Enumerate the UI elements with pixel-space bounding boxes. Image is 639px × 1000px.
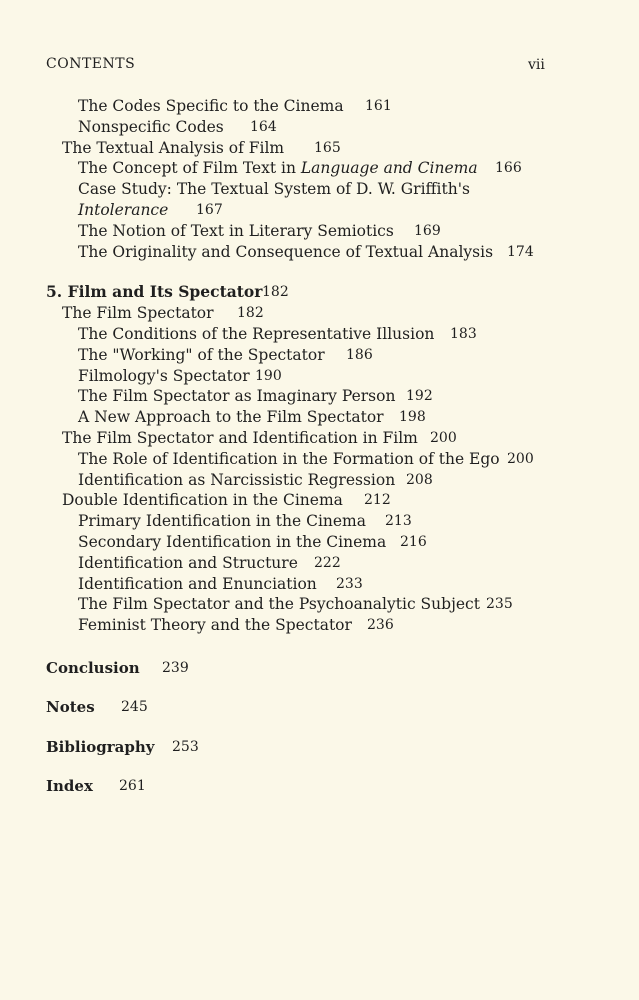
toc-entry-title: The Conditions of the Representative Illusion — [78, 324, 435, 343]
toc-entry[interactable] — [0, 470, 639, 491]
toc-entry-page: 164 — [250, 118, 277, 135]
toc-major-entry[interactable] — [0, 737, 639, 777]
toc-entry-page: 200 — [507, 450, 534, 467]
toc-major-page: 253 — [172, 738, 199, 755]
toc-entry-title: The Role of Identification in the Formation of the Ego — [78, 449, 500, 468]
toc-entry[interactable] — [0, 366, 639, 387]
toc-major-title: Index — [46, 777, 93, 796]
toc-entry-title: The Film Spectator and the Psychoanalytic Subject — [78, 595, 480, 614]
toc-entry-page: 208 — [406, 471, 433, 488]
toc-entry-page: 182 — [237, 305, 264, 322]
toc-entry-title: Nonspecific Codes — [78, 117, 224, 136]
toc-entry-title-italic: Intolerance — [78, 200, 169, 219]
toc-entry-title: Filmology's Spectator — [78, 366, 250, 385]
toc-entry-title: Identification and Enunciation — [78, 574, 317, 593]
toc-entry-page: 192 — [406, 388, 433, 405]
toc-entry-page: 200 — [430, 429, 457, 446]
toc-entry[interactable] — [0, 574, 639, 595]
toc-entry-title: Identification and Structure — [78, 553, 298, 572]
toc-entry-title: Secondary Identification in the Cinema — [78, 532, 387, 551]
toc-major-entry[interactable] — [0, 697, 639, 737]
toc-entry[interactable] — [0, 532, 639, 553]
toc-entry[interactable] — [0, 242, 639, 263]
toc-major-entry[interactable] — [0, 658, 639, 698]
toc-entry-title: The Film Spectator as Imaginary Person — [78, 387, 396, 406]
toc-entry-page: 222 — [314, 554, 341, 571]
toc-entry[interactable] — [0, 615, 639, 636]
toc-entry-title — [78, 158, 478, 179]
toc-entry[interactable] — [0, 303, 639, 324]
toc-entry-page: 161 — [365, 98, 392, 114]
toc-entry[interactable] — [0, 158, 639, 179]
table-of-contents — [0, 96, 639, 816]
toc-entry-title: Identification as Narcissistic Regression — [78, 470, 396, 489]
toc-entry-page: 167 — [196, 201, 223, 218]
toc-entry-page: 216 — [400, 533, 427, 550]
running-header-title: CONTENTS — [46, 56, 136, 72]
toc-entry[interactable] — [0, 221, 639, 242]
toc-entry[interactable] — [0, 511, 639, 532]
toc-entry-title: A New Approach to the Film Spectator — [78, 408, 384, 427]
toc-entry-page: 183 — [450, 325, 477, 342]
toc-entry[interactable] — [0, 386, 639, 407]
toc-entry[interactable] — [0, 553, 639, 574]
toc-entry[interactable] — [0, 449, 639, 470]
toc-entry-page: 213 — [385, 513, 412, 530]
toc-major-entry[interactable] — [0, 776, 639, 816]
toc-major-title: Bibliography — [46, 737, 155, 756]
toc-major-title: Conclusion — [46, 658, 140, 677]
toc-entry[interactable] — [0, 324, 639, 345]
toc-entry[interactable] — [0, 179, 639, 200]
toc-entry-page: 236 — [367, 617, 394, 634]
toc-entry-title: Primary Identification in the Cinema — [78, 512, 366, 531]
toc-entry-title-roman: The Concept of Film Text in — [78, 159, 301, 178]
toc-entry-title: The Film Spectator and Identification in Film — [62, 428, 418, 447]
toc-entry-page: 198 — [399, 409, 426, 426]
page-number: vii — [528, 57, 545, 73]
toc-major-page: 261 — [119, 778, 146, 795]
toc-entry-page: 186 — [346, 346, 373, 363]
toc-entry-title: The Notion of Text in Literary Semiotics — [78, 221, 394, 240]
toc-major-page: 239 — [162, 659, 189, 676]
toc-entry[interactable] — [0, 407, 639, 428]
toc-entry-title: The "Working" of the Spectator — [78, 345, 325, 364]
toc-entry[interactable] — [0, 345, 639, 366]
toc-entry-page: 169 — [414, 222, 441, 239]
spacer — [0, 636, 639, 658]
toc-entry-page: 190 — [255, 367, 282, 384]
toc-entry-page: 212 — [364, 492, 391, 509]
toc-entry-page: 233 — [336, 575, 363, 592]
toc-entry[interactable] — [0, 117, 639, 138]
toc-entry-title: The Film Spectator — [62, 304, 214, 323]
toc-entry-title: The Textual Analysis of Film — [62, 138, 285, 157]
toc-chapter[interactable] — [0, 282, 639, 303]
toc-chapter-page: 182 — [262, 284, 289, 301]
toc-entry[interactable] — [0, 594, 639, 615]
toc-entry-page: 174 — [507, 243, 534, 260]
toc-entry-title: Double Identification in the Cinema — [62, 491, 343, 510]
toc-entry-page: 165 — [314, 139, 341, 156]
toc-entry-continued[interactable] — [0, 200, 639, 221]
toc-entry-title: Case Study: The Textual System of D. W. Griffith's — [78, 180, 470, 199]
toc-entry[interactable] — [0, 96, 639, 117]
toc-entry-page: 235 — [486, 596, 513, 613]
spacer — [0, 262, 639, 282]
toc-major-title: Notes — [46, 698, 95, 717]
toc-entry[interactable] — [0, 138, 639, 159]
toc-entry-title: The Originality and Consequence of Textual Analysis — [78, 242, 494, 261]
toc-entry-page: 166 — [495, 160, 522, 177]
toc-chapter-title: 5. Film and Its Spectator — [46, 282, 263, 302]
toc-entry[interactable] — [0, 428, 639, 449]
toc-entry-title-italic: Language and Cinema — [300, 159, 478, 178]
toc-entry-title: The Codes Specific to the Cinema — [78, 97, 344, 115]
toc-entry[interactable] — [0, 490, 639, 511]
toc-entry-title: Feminist Theory and the Spectator — [78, 616, 352, 635]
toc-major-page: 245 — [121, 699, 148, 716]
